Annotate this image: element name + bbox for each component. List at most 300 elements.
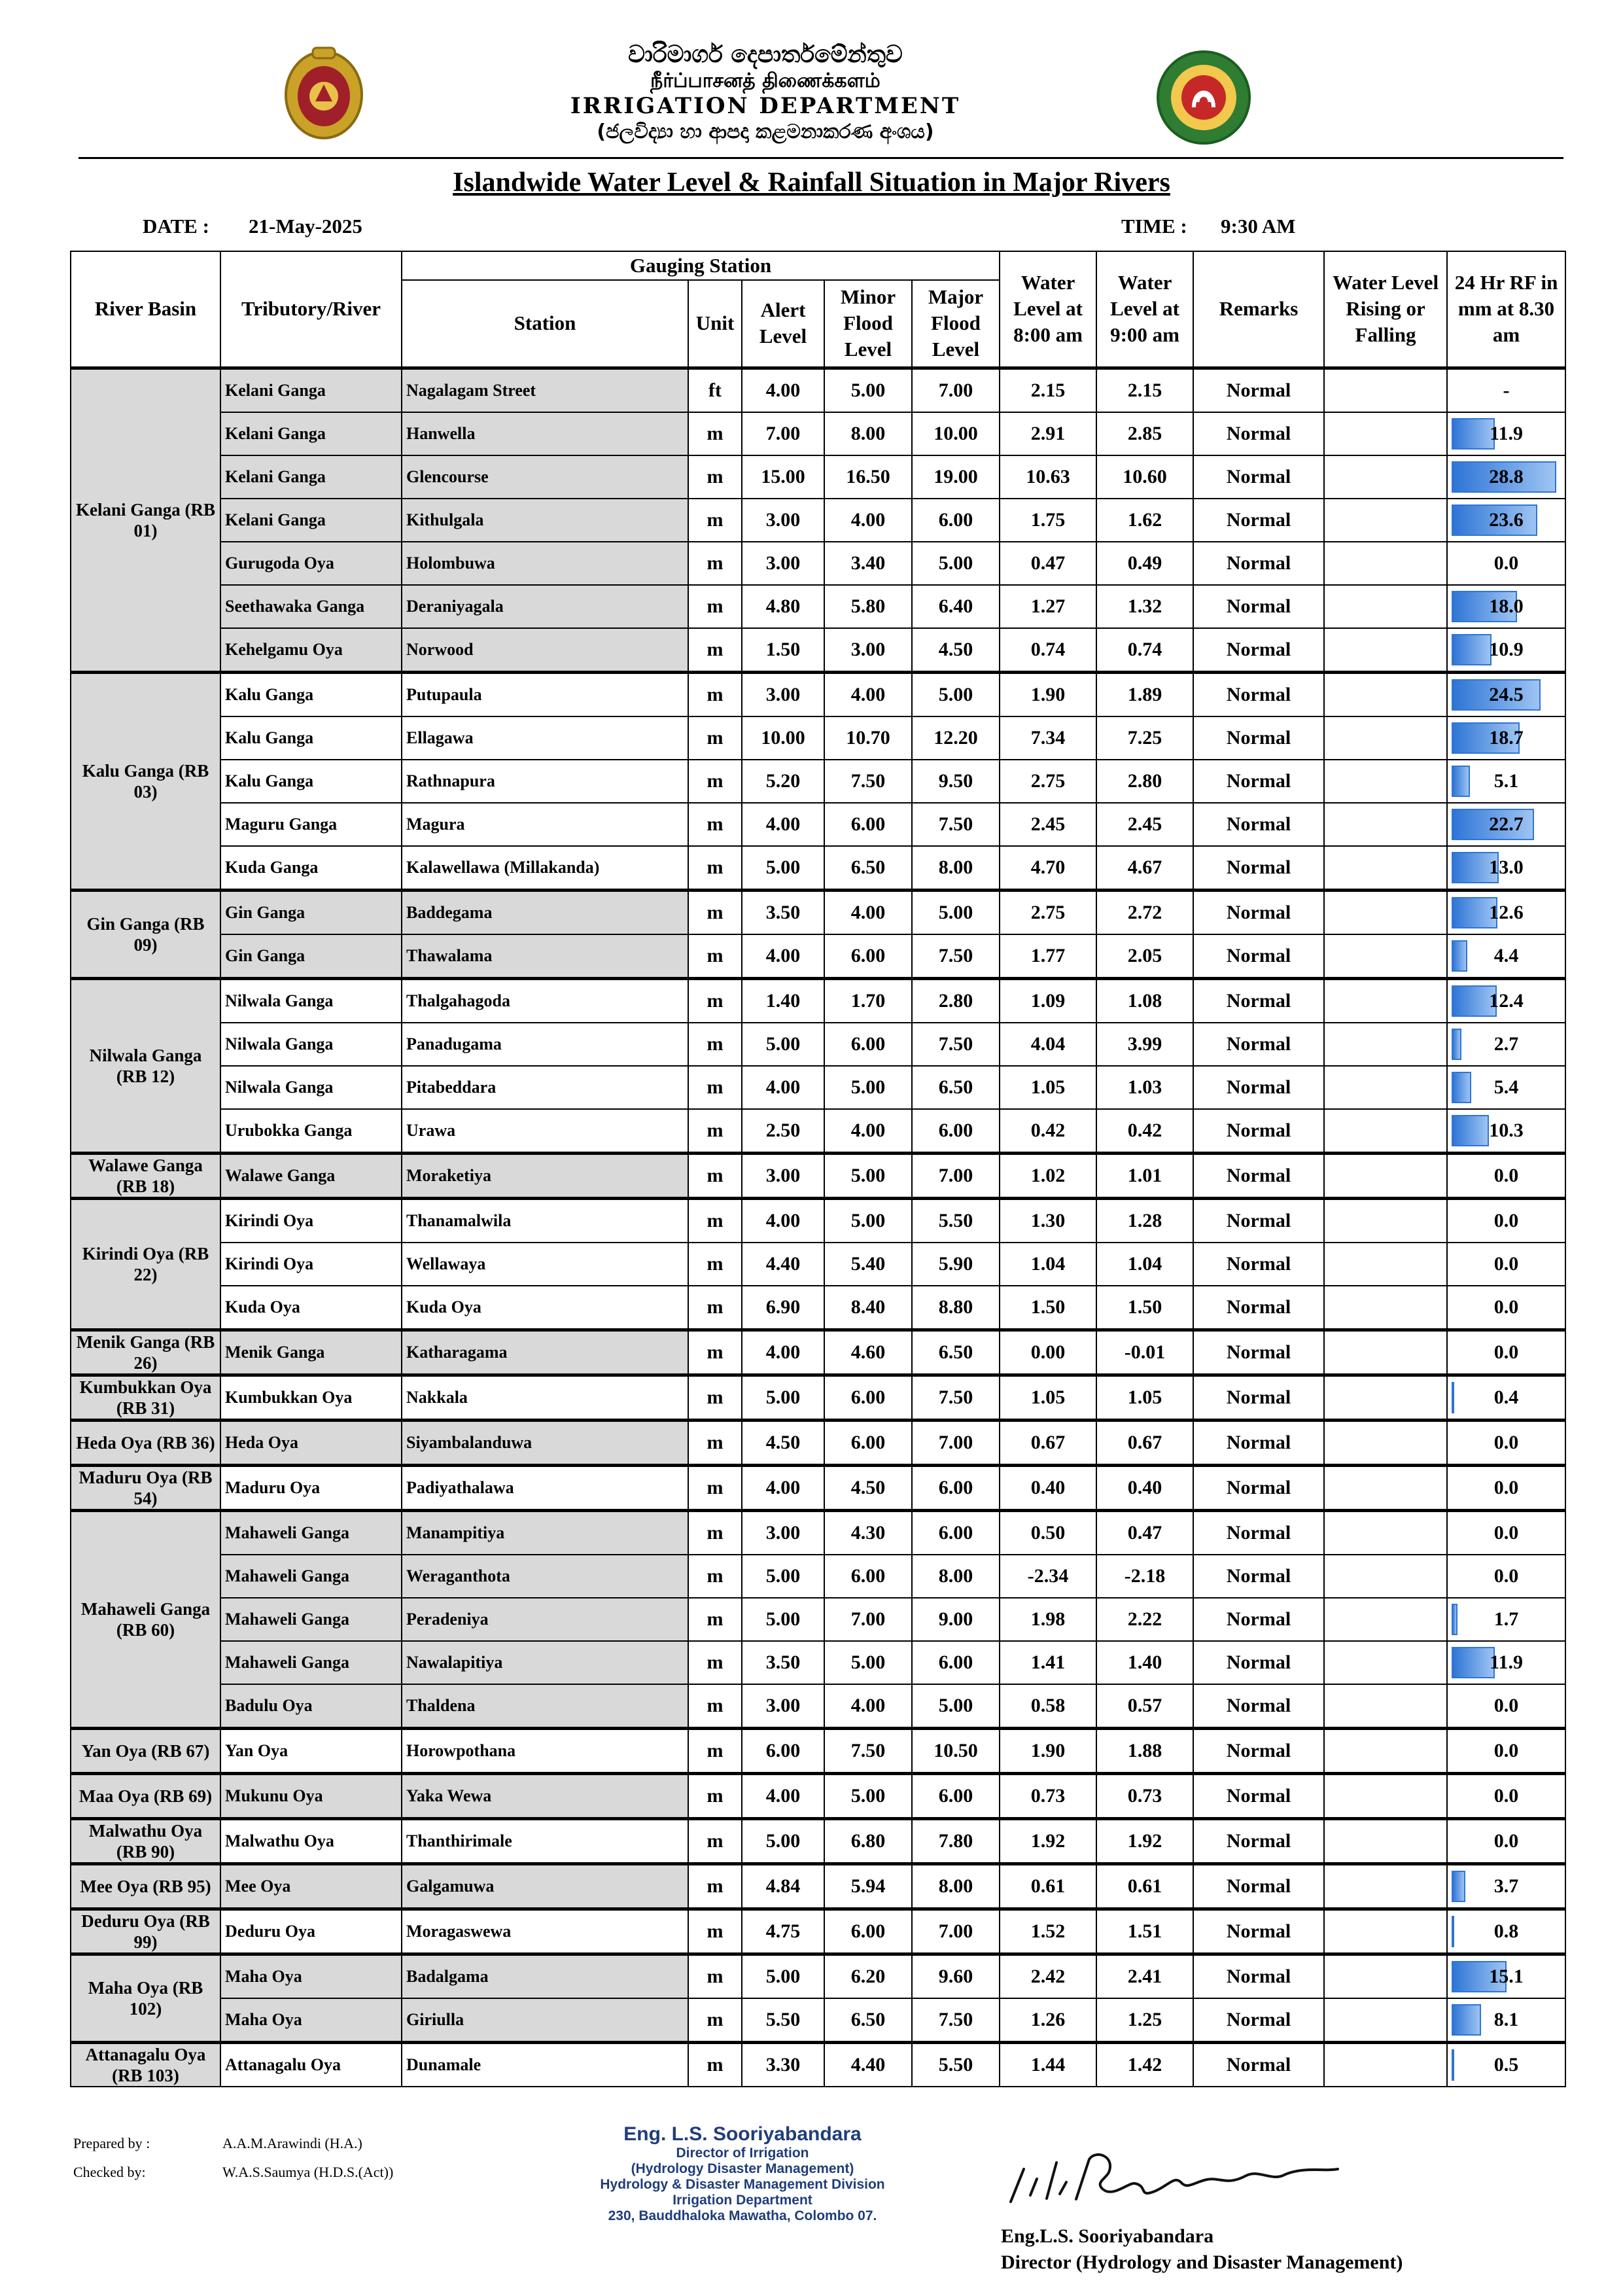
major-flood-cell: 10.50 <box>912 1728 1000 1773</box>
rainfall-value: 12.6 <box>1489 901 1524 923</box>
tributory-cell: Attanagalu Oya <box>220 2042 402 2087</box>
tributory-cell: Kelani Ganga <box>220 368 402 412</box>
rising-falling-cell <box>1324 890 1447 934</box>
rising-falling-cell <box>1324 1109 1447 1154</box>
letterhead-text <box>386 41 1145 145</box>
water-level-8am-cell: 2.91 <box>1000 412 1096 455</box>
col-river-basin: River Basin <box>71 251 220 368</box>
table-row <box>71 542 1565 585</box>
rising-falling-cell <box>1324 368 1447 412</box>
rainfall-cell <box>1447 1954 1565 1998</box>
rising-falling-cell <box>1324 978 1447 1023</box>
rainfall-cell <box>1447 368 1565 412</box>
letterhead <box>275 41 1256 152</box>
rainfall-bar <box>1452 1115 1489 1146</box>
checked-label: Checked by: <box>73 2164 146 2180</box>
remarks-cell: Normal <box>1193 1109 1324 1154</box>
rainfall-cell <box>1447 1909 1565 1954</box>
water-level-9am-cell: 2.72 <box>1096 890 1193 934</box>
rising-falling-cell <box>1324 1023 1447 1066</box>
rainfall-value: 0.0 <box>1493 552 1519 574</box>
water-level-9am-cell: 10.60 <box>1096 455 1193 499</box>
stamp-line: Hydrology & Disaster Management Division <box>600 2177 885 2192</box>
major-flood-cell: 6.00 <box>912 1641 1000 1684</box>
rainfall-bar <box>1452 1916 1454 1947</box>
minor-flood-cell: 6.00 <box>824 1555 912 1598</box>
minor-flood-cell: 5.00 <box>824 1153 912 1198</box>
station-cell: Katharagama <box>402 1330 688 1375</box>
rainfall-value: 13.0 <box>1489 856 1524 878</box>
col-rising-falling: Water Level Rising or Falling <box>1324 251 1447 368</box>
unit-cell: m <box>688 1641 742 1684</box>
water-level-9am-cell: 1.08 <box>1096 978 1193 1023</box>
alert-level-cell: 3.50 <box>742 890 824 934</box>
table-row <box>71 628 1565 673</box>
water-level-9am-cell: 0.74 <box>1096 628 1193 673</box>
river-basin-cell: Malwathu Oya (RB 90) <box>71 1818 220 1863</box>
major-flood-cell: 8.00 <box>912 846 1000 891</box>
water-level-8am-cell: 0.67 <box>1000 1420 1096 1465</box>
remarks-cell: Normal <box>1193 1330 1324 1375</box>
alert-level-cell: 4.40 <box>742 1243 824 1286</box>
remarks-cell: Normal <box>1193 1818 1324 1863</box>
tributory-cell: Nilwala Ganga <box>220 1023 402 1066</box>
minor-flood-cell: 6.00 <box>824 934 912 979</box>
tributory-cell: Kuda Oya <box>220 1286 402 1330</box>
tributory-cell: Maguru Ganga <box>220 803 402 846</box>
water-level-8am-cell: 1.92 <box>1000 1818 1096 1863</box>
table-row <box>71 1684 1565 1729</box>
alert-level-cell: 5.00 <box>742 1375 824 1420</box>
water-level-9am-cell: 1.42 <box>1096 2042 1193 2087</box>
table-row <box>71 1909 1565 1954</box>
river-basin-cell: Nilwala Ganga (RB 12) <box>71 978 220 1153</box>
tributory-cell: Maha Oya <box>220 1998 402 2043</box>
unit-cell: m <box>688 1375 742 1420</box>
river-basin-cell: Kirindi Oya (RB 22) <box>71 1198 220 1330</box>
rainfall-value: 0.0 <box>1493 1739 1519 1761</box>
tributory-cell: Gurugoda Oya <box>220 542 402 585</box>
minor-flood-cell: 5.00 <box>824 1641 912 1684</box>
minor-flood-cell: 4.60 <box>824 1330 912 1375</box>
station-cell: Thalgahagoda <box>402 978 688 1023</box>
rising-falling-cell <box>1324 716 1447 760</box>
tributory-cell: Menik Ganga <box>220 1330 402 1375</box>
prepared-by: A.A.M.Arawindi (H.A.) <box>222 2135 362 2151</box>
rising-falling-cell <box>1324 542 1447 585</box>
rising-falling-cell <box>1324 1198 1447 1243</box>
river-basin-cell: Attanagalu Oya (RB 103) <box>71 2042 220 2087</box>
tamil-title: நீர்ப்பாசனத் திணைக்களம் <box>650 69 881 92</box>
station-cell: Nawalapitiya <box>402 1641 688 1684</box>
major-flood-cell: 7.00 <box>912 1420 1000 1465</box>
rising-falling-cell <box>1324 1641 1447 1684</box>
water-level-9am-cell: -2.18 <box>1096 1555 1193 1598</box>
table-row <box>71 1773 1565 1818</box>
unit-cell: m <box>688 1555 742 1598</box>
remarks-cell: Normal <box>1193 760 1324 803</box>
minor-flood-cell: 6.80 <box>824 1818 912 1863</box>
rising-falling-cell <box>1324 1998 1447 2043</box>
rainfall-value: 10.3 <box>1489 1119 1524 1141</box>
rainfall-cell <box>1447 1153 1565 1198</box>
rainfall-bar <box>1452 1382 1454 1413</box>
rainfall-value: 2.7 <box>1493 1033 1519 1055</box>
river-basin-cell: Walawe Ganga (RB 18) <box>71 1153 220 1198</box>
rainfall-value: 15.1 <box>1489 1965 1524 1987</box>
major-flood-cell: 9.50 <box>912 760 1000 803</box>
water-level-8am-cell: 0.00 <box>1000 1330 1096 1375</box>
rainfall-value: 0.0 <box>1493 1209 1519 1231</box>
major-flood-cell: 6.50 <box>912 1066 1000 1109</box>
table-row <box>71 1153 1565 1198</box>
unit-cell: m <box>688 672 742 716</box>
stamp-line: Director of Irrigation <box>676 2146 809 2161</box>
unit-cell: m <box>688 455 742 499</box>
table-row <box>71 499 1565 542</box>
signatory <box>1001 2223 1403 2276</box>
major-flood-cell: 19.00 <box>912 455 1000 499</box>
alert-level-cell: 4.00 <box>742 1465 824 1510</box>
rising-falling-cell <box>1324 1375 1447 1420</box>
water-level-9am-cell: 0.47 <box>1096 1510 1193 1555</box>
rainfall-cell <box>1447 1598 1565 1641</box>
station-cell: Dunamale <box>402 2042 688 2087</box>
major-flood-cell: 5.00 <box>912 672 1000 716</box>
table-row <box>71 846 1565 891</box>
water-level-8am-cell: 1.05 <box>1000 1066 1096 1109</box>
rainfall-value: 11.9 <box>1490 1651 1523 1673</box>
alert-level-cell: 5.20 <box>742 760 824 803</box>
rising-falling-cell <box>1324 1555 1447 1598</box>
major-flood-cell: 6.00 <box>912 1465 1000 1510</box>
minor-flood-cell: 5.00 <box>824 1198 912 1243</box>
minor-flood-cell: 5.00 <box>824 368 912 412</box>
major-flood-cell: 5.00 <box>912 1684 1000 1729</box>
sri-lanka-emblem-icon <box>281 44 366 142</box>
unit-cell: m <box>688 1598 742 1641</box>
rising-falling-cell <box>1324 1863 1447 1909</box>
table-row <box>71 1555 1565 1598</box>
rainfall-cell <box>1447 1198 1565 1243</box>
table-row <box>71 890 1565 934</box>
remarks-cell: Normal <box>1193 978 1324 1023</box>
minor-flood-cell: 6.00 <box>824 1023 912 1066</box>
rainfall-value: 10.9 <box>1489 638 1524 660</box>
rainfall-value: 0.0 <box>1493 1296 1519 1318</box>
rising-falling-cell <box>1324 672 1447 716</box>
rainfall-cell <box>1447 1728 1565 1773</box>
rising-falling-cell <box>1324 934 1447 979</box>
rising-falling-cell <box>1324 846 1447 891</box>
rainfall-value: 0.0 <box>1493 1252 1519 1275</box>
water-level-9am-cell: 7.25 <box>1096 716 1193 760</box>
water-level-9am-cell: 1.25 <box>1096 1998 1193 2043</box>
table-row <box>71 1863 1565 1909</box>
remarks-cell: Normal <box>1193 1465 1324 1510</box>
tributory-cell: Heda Oya <box>220 1420 402 1465</box>
rising-falling-cell <box>1324 1330 1447 1375</box>
report-time: 9:30 AM <box>1221 215 1296 238</box>
table-row <box>71 585 1565 628</box>
major-flood-cell: 7.50 <box>912 1023 1000 1066</box>
station-cell: Thanamalwila <box>402 1198 688 1243</box>
water-level-9am-cell: 0.42 <box>1096 1109 1193 1154</box>
major-flood-cell: 7.50 <box>912 934 1000 979</box>
rainfall-value: 0.4 <box>1493 1386 1519 1408</box>
river-basin-cell: Menik Ganga (RB 26) <box>71 1330 220 1375</box>
water-level-8am-cell: 1.77 <box>1000 934 1096 979</box>
station-cell: Thanthirimale <box>402 1818 688 1863</box>
water-level-9am-cell: 1.62 <box>1096 499 1193 542</box>
tributory-cell: Badulu Oya <box>220 1684 402 1729</box>
river-basin-cell: Maha Oya (RB 102) <box>71 1954 220 2042</box>
remarks-cell: Normal <box>1193 803 1324 846</box>
unit-cell: m <box>688 760 742 803</box>
table-row <box>71 1375 1565 1420</box>
remarks-cell: Normal <box>1193 1909 1324 1954</box>
river-basin-cell: Deduru Oya (RB 99) <box>71 1909 220 1954</box>
table-row <box>71 1066 1565 1109</box>
tributory-cell: Mahaweli Ganga <box>220 1598 402 1641</box>
major-flood-cell: 6.00 <box>912 499 1000 542</box>
station-cell: Weraganthota <box>402 1555 688 1598</box>
rainfall-cell <box>1447 803 1565 846</box>
table-row <box>71 1330 1565 1375</box>
tributory-cell: Mukunu Oya <box>220 1773 402 1818</box>
remarks-cell: Normal <box>1193 1641 1324 1684</box>
alert-level-cell: 5.00 <box>742 1954 824 1998</box>
major-flood-cell: 7.00 <box>912 1153 1000 1198</box>
remarks-cell: Normal <box>1193 2042 1324 2087</box>
river-basin-cell: Maduru Oya (RB 54) <box>71 1465 220 1510</box>
water-level-9am-cell: 0.73 <box>1096 1773 1193 1818</box>
water-level-9am-cell: 2.41 <box>1096 1954 1193 1998</box>
unit-cell: m <box>688 1998 742 2043</box>
water-level-9am-cell: 0.57 <box>1096 1684 1193 1729</box>
rainfall-cell <box>1447 499 1565 542</box>
station-cell: Nakkala <box>402 1375 688 1420</box>
rainfall-cell <box>1447 1420 1565 1465</box>
water-level-8am-cell: 2.42 <box>1000 1954 1096 1998</box>
river-basin-cell: Yan Oya (RB 67) <box>71 1728 220 1773</box>
remarks-cell: Normal <box>1193 1375 1324 1420</box>
rising-falling-cell <box>1324 1954 1447 1998</box>
rainfall-cell <box>1447 978 1565 1023</box>
rising-falling-cell <box>1324 1728 1447 1773</box>
river-basin-cell: Mahaweli Ganga (RB 60) <box>71 1510 220 1728</box>
rising-falling-cell <box>1324 803 1447 846</box>
station-cell: Padiyathalawa <box>402 1465 688 1510</box>
water-level-9am-cell: 1.32 <box>1096 585 1193 628</box>
signatory-name: Eng.L.S. Sooriyabandara <box>1001 2225 1214 2247</box>
rainfall-value: 23.6 <box>1489 508 1524 531</box>
col-remarks: Remarks <box>1193 251 1324 368</box>
alert-level-cell: 4.80 <box>742 585 824 628</box>
major-flood-cell: 7.50 <box>912 1375 1000 1420</box>
water-level-8am-cell: 1.09 <box>1000 978 1096 1023</box>
station-cell: Norwood <box>402 628 688 673</box>
minor-flood-cell: 6.00 <box>824 1909 912 1954</box>
rising-falling-cell <box>1324 1153 1447 1198</box>
table-row <box>71 1510 1565 1555</box>
major-flood-cell: 6.40 <box>912 585 1000 628</box>
remarks-cell: Normal <box>1193 368 1324 412</box>
unit-cell: m <box>688 2042 742 2087</box>
minor-flood-cell: 1.70 <box>824 978 912 1023</box>
remarks-cell: Normal <box>1193 1198 1324 1243</box>
tributory-cell: Kirindi Oya <box>220 1198 402 1243</box>
alert-level-cell: 4.50 <box>742 1420 824 1465</box>
unit-cell: m <box>688 1728 742 1773</box>
rainfall-value: 5.1 <box>1493 769 1519 792</box>
alert-level-cell: 3.00 <box>742 1510 824 1555</box>
prepared-label: Prepared by : <box>73 2135 150 2151</box>
rainfall-value: 0.0 <box>1493 1829 1519 1852</box>
station-cell: Nagalagam Street <box>402 368 688 412</box>
station-cell: Kalawellawa (Millakanda) <box>402 846 688 891</box>
rainfall-value: 18.7 <box>1489 726 1524 749</box>
unit-cell: m <box>688 1909 742 1954</box>
station-cell: Glencourse <box>402 455 688 499</box>
water-level-8am-cell: 1.50 <box>1000 1286 1096 1330</box>
remarks-cell: Normal <box>1193 412 1324 455</box>
major-flood-cell: 8.00 <box>912 1863 1000 1909</box>
table-row <box>71 1598 1565 1641</box>
alert-level-cell: 4.00 <box>742 1330 824 1375</box>
col-unit: Unit <box>688 280 742 368</box>
remarks-cell: Normal <box>1193 1243 1324 1286</box>
water-level-8am-cell: 1.27 <box>1000 585 1096 628</box>
station-cell: Moraketiya <box>402 1153 688 1198</box>
rainfall-value: 0.5 <box>1493 2053 1519 2075</box>
tributory-cell: Kelani Ganga <box>220 499 402 542</box>
major-flood-cell: 4.50 <box>912 628 1000 673</box>
unit-cell: m <box>688 1863 742 1909</box>
water-level-9am-cell: 1.01 <box>1096 1153 1193 1198</box>
rising-falling-cell <box>1324 628 1447 673</box>
water-level-9am-cell: 1.92 <box>1096 1818 1193 1863</box>
remarks-cell: Normal <box>1193 890 1324 934</box>
minor-flood-cell: 6.20 <box>824 1954 912 1998</box>
rainfall-bar <box>1452 940 1467 972</box>
unit-cell: m <box>688 1109 742 1154</box>
rising-falling-cell <box>1324 1909 1447 1954</box>
water-level-9am-cell: 2.05 <box>1096 934 1193 979</box>
rainfall-cell <box>1447 934 1565 979</box>
major-flood-cell: 7.50 <box>912 803 1000 846</box>
station-cell: Siyambalanduwa <box>402 1420 688 1465</box>
tributory-cell: Gin Ganga <box>220 934 402 979</box>
table-row <box>71 803 1565 846</box>
signature-image <box>998 2143 1364 2215</box>
stamp-line: (Hydrology Disaster Management) <box>631 2161 854 2176</box>
alert-level-cell: 5.00 <box>742 1023 824 1066</box>
remarks-cell: Normal <box>1193 1153 1324 1198</box>
water-level-9am-cell: 2.15 <box>1096 368 1193 412</box>
station-cell: Yaka Wewa <box>402 1773 688 1818</box>
table-row <box>71 978 1565 1023</box>
water-level-table <box>70 251 1566 2087</box>
tributory-cell: Nilwala Ganga <box>220 978 402 1023</box>
rainfall-cell <box>1447 1863 1565 1909</box>
minor-flood-cell: 4.00 <box>824 672 912 716</box>
water-level-9am-cell: 1.50 <box>1096 1286 1193 1330</box>
signatory-title: Director (Hydrology and Disaster Management) <box>1001 2252 1403 2273</box>
rainfall-value: 0.0 <box>1493 1476 1519 1498</box>
rainfall-cell <box>1447 1023 1565 1066</box>
water-level-9am-cell: 1.51 <box>1096 1909 1193 1954</box>
col-rainfall: 24 Hr RF in mm at 8.30 am <box>1447 251 1565 368</box>
alert-level-cell: 3.00 <box>742 672 824 716</box>
rising-falling-cell <box>1324 1598 1447 1641</box>
alert-level-cell: 4.00 <box>742 368 824 412</box>
water-level-9am-cell: 2.85 <box>1096 412 1193 455</box>
water-level-9am-cell: 4.67 <box>1096 846 1193 891</box>
water-level-9am-cell: 0.40 <box>1096 1465 1193 1510</box>
minor-flood-cell: 16.50 <box>824 455 912 499</box>
rainfall-value: 0.8 <box>1493 1920 1519 1942</box>
water-level-8am-cell: 1.75 <box>1000 499 1096 542</box>
alert-level-cell: 5.00 <box>742 1555 824 1598</box>
unit-cell: m <box>688 1510 742 1555</box>
minor-flood-cell: 4.50 <box>824 1465 912 1510</box>
alert-level-cell: 4.00 <box>742 803 824 846</box>
director-stamp <box>585 2123 899 2224</box>
water-level-8am-cell: 0.61 <box>1000 1863 1096 1909</box>
river-basin-cell: Kelani Ganga (RB 01) <box>71 368 220 672</box>
alert-level-cell: 15.00 <box>742 455 824 499</box>
rainfall-cell <box>1447 1998 1565 2043</box>
rainfall-value: 11.9 <box>1490 422 1523 444</box>
tributory-cell: Kelani Ganga <box>220 455 402 499</box>
unit-cell: m <box>688 1954 742 1998</box>
station-cell: Moragaswewa <box>402 1909 688 1954</box>
rising-falling-cell <box>1324 499 1447 542</box>
minor-flood-cell: 7.50 <box>824 1728 912 1773</box>
major-flood-cell: 7.00 <box>912 1909 1000 1954</box>
station-cell: Magura <box>402 803 688 846</box>
table-row <box>71 1023 1565 1066</box>
alert-level-cell: 1.40 <box>742 978 824 1023</box>
alert-level-cell: 4.00 <box>742 1773 824 1818</box>
irrigation-department-logo-icon <box>1155 48 1253 147</box>
station-cell: Galgamuwa <box>402 1863 688 1909</box>
table-row <box>71 1243 1565 1286</box>
rainfall-cell <box>1447 412 1565 455</box>
water-level-9am-cell: 0.67 <box>1096 1420 1193 1465</box>
table-row <box>71 1728 1565 1773</box>
alert-level-cell: 3.00 <box>742 499 824 542</box>
rainfall-cell <box>1447 1818 1565 1863</box>
alert-level-cell: 3.00 <box>742 542 824 585</box>
table-row <box>71 1641 1565 1684</box>
tributory-cell: Kelani Ganga <box>220 412 402 455</box>
checked-by: W.A.S.Saumya (H.D.S.(Act)) <box>222 2164 394 2180</box>
tributory-cell: Mahaweli Ganga <box>220 1641 402 1684</box>
rainfall-bar <box>1452 1604 1457 1635</box>
minor-flood-cell: 6.00 <box>824 803 912 846</box>
stamp-line: 230, Bauddhaloka Mawatha, Colombo 07. <box>608 2208 877 2223</box>
water-level-8am-cell: 2.75 <box>1000 890 1096 934</box>
table-row <box>71 934 1565 979</box>
water-level-8am-cell: 1.41 <box>1000 1641 1096 1684</box>
rising-falling-cell <box>1324 412 1447 455</box>
alert-level-cell: 3.50 <box>742 1641 824 1684</box>
water-level-8am-cell: 0.73 <box>1000 1773 1096 1818</box>
alert-level-cell: 5.50 <box>742 1998 824 2043</box>
rainfall-value: 0.0 <box>1493 1431 1519 1453</box>
